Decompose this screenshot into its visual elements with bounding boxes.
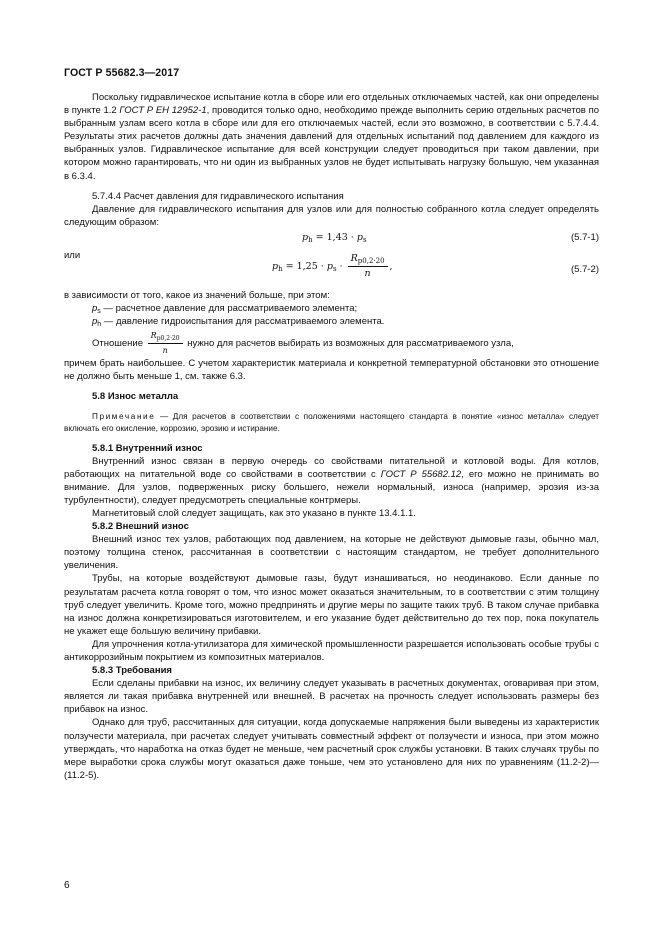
section-583-paragraph-1: Если сделаны прибавки на износ, их величину следует указывать в расчетных документах, оговаривая при этом, является ли такая прибавка внутренней или внешней. В расчетах на прочность следует использовать размеры без прибавок на износ. — [64, 678, 599, 716]
ratio-continuation: причем брать наибольшее. С учетом характеристик материала и конкретной температурной обстановки это отношение не должно быть меньше 1, см. также 6.3. — [64, 358, 599, 383]
standard-reference: ГОСТ Р 55682.12 — [380, 468, 462, 480]
definition-ps: $p_s$ — расчетное давление для рассматриваемого элемента; — [92, 303, 358, 316]
note-paragraph: Примечание — Для расчетов в соответствии с положениями настоящего стандарта в понятие «износ металла» следует включать его окисление, коррозию, эрозию и истирание. — [64, 411, 599, 433]
document-header: ГОСТ Р 55682.3—2017 — [64, 67, 180, 79]
section-heading-582: 5.8.2 Внешний износ — [92, 521, 189, 533]
equation-number: (5.7-2) — [571, 263, 599, 275]
section-581-paragraph-2: Магнетитовый слой следует защищать, как это указано в пункте 13.4.1.1. — [92, 507, 416, 519]
note-label: Примечание — [92, 411, 156, 421]
fraction: $\frac{R_{p0,2\cdot 20}}{n}$ — [348, 253, 388, 280]
section-heading-581: 5.8.1 Внутренний износ — [92, 442, 203, 454]
section-heading-583: 5.8.3 Требования — [92, 665, 172, 677]
section-5744-intro: Давление для гидравлического испытания для узлов или для полностью собранного котла следует определять следующим образом: — [64, 203, 599, 228]
page-number: 6 — [64, 880, 70, 891]
where-intro: в зависимости от того, какое из значений больше, при этом: — [64, 289, 330, 301]
standard-reference: ГОСТ Р ЕН 12952-1 — [119, 105, 207, 117]
definition-ph: $p_h$ — давление гидроиспытания для рассматриваемого элемента. — [92, 316, 385, 329]
section-583-paragraph-2: Однако для труб, рассчитанных для ситуации, когда допускаемые напряжения были выведены из характеристик ползучести материала, при расчетах следует учитывать совместный эффект от ползучести и износа, при этом можно утверждать, что наработка на отказ будет не меньше, чем расчетный срок службы установки. В таких случаях трубы по мере выработки срока службы могут оказаться даже тоньше, чем это установлено для них по уравнениям (11.2-2)—(11.2-5). — [64, 717, 599, 781]
section-heading-5744: 5.7.4.4 Расчет давления для гидравлического испытания — [92, 190, 344, 202]
ratio-line: Отношение $\frac{R_{p0,2\cdot 20}}{n}$ нужно для расчетов выбирать из возможных для рассматриваемого узла, — [92, 331, 514, 356]
document-body — [64, 91, 599, 782]
section-582-paragraph-3: Для упрочнения котла-утилизатора для химической промышленности разрешается использовать особые трубы с антикоррозийным покрытием из композитных материалов. — [64, 638, 599, 663]
ratio-fraction: $\frac{R_{p0,2\cdot 20}}{n}$ — [148, 330, 183, 357]
equation-number: (5.7-1) — [571, 231, 599, 243]
section-582-paragraph-1: Внешний износ тех узлов, работающих под давлением, на которые не действуют дымовые газы, обычно мал, поэтому толщина стенок, рассчитанная в соответствии с настоящим стандартом, не требует дополнительного увеличения. — [64, 534, 599, 572]
equation-5-7-2: или $p_h = 1,25 \cdot p_s$ · $\frac{R_{p0,2\cdot 20}}{n}$ , (5.7-2) — [64, 249, 599, 279]
section-581-paragraph-1: Внутренний износ связан в первую очередь со свойствами питательной и котловой воды. Для котлов, работающих на питательной воде со свойствами в соответствии с ГОСТ Р 55682.12, его можно не принимать во внимание. Для узлов, подверженных риску большего, нежели нормальный, износа (например, эрозия из-за турбулентности), следует предусмотреть специальные контрмеры. — [64, 455, 599, 506]
section-heading-58: 5.8 Износ металла — [92, 391, 179, 403]
intro-paragraph: Поскольку гидравлическое испытание котла в сборе или его отдельных отключаемых частей, как они определены в пункте 1.2 ГОСТ Р ЕН 12952-1, проводится только одно, необходимо прежде выполнить серию отдельных расчетов по выбранным узлам всего котла в сборе или для его отключаемых частей, если это возможно, в соответствии с 5.7.4.4. Результаты этих расчетов должны дать значения давлений для отдельных испытаний под давлением для каждого из выбранных узлов. Гидравлическое испытание для всей конструкции следует проводиться при таком давлении, при котором можно гарантировать, что ни один из выбранных узлов не будет испытывать нагрузку большую, чем указанная в 6.3.4. — [64, 92, 600, 182]
section-582-paragraph-2: Трубы, на которые воздействуют дымовые газы, будут изнашиваться, но неодинаково. Если данные по результатам расчета котла говорят о том, что износ может оказаться значительным, то в соответствии с этим толщину труб следует увеличить. Кроме того, можно предпринять и другие меры по защите таких труб. В таком случае прибавка на износ должна конкретизироваться изготовителем, и его указание будет действительно до тех пор, пока покупатель не укажет еще большую величину прибавки. — [64, 573, 599, 637]
equation-5-7-1: $p_h = 1,43 \cdot p_s$ (5.7-1) — [302, 231, 599, 244]
